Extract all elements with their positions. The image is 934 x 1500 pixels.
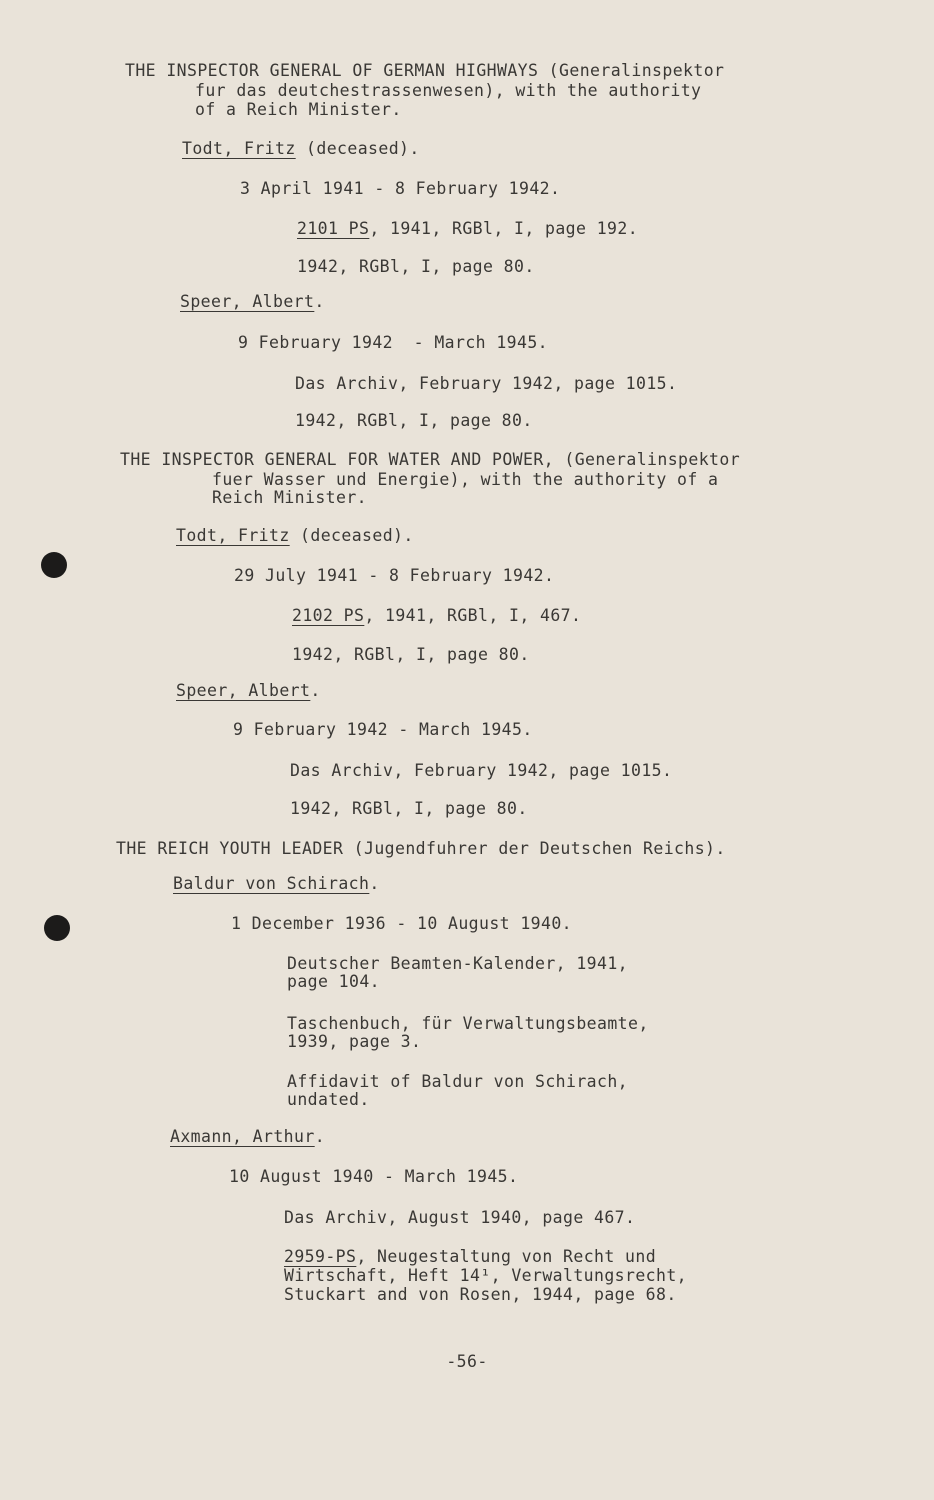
- person-entry: [173, 875, 380, 893]
- section-heading-line: fur das deutchestrassenwesen), with the authority: [195, 81, 702, 100]
- source-reference: undated.: [287, 1090, 370, 1109]
- person-name: Axmann, Arthur: [170, 1127, 315, 1146]
- source-reference: 1942, RGBl, I, page 80.: [290, 799, 528, 818]
- term-period: 1 December 1936 - 10 August 1940.: [231, 914, 573, 933]
- punch-hole: [41, 552, 67, 578]
- source-reference: 1942, RGBl, I, page 80.: [295, 411, 533, 430]
- person-note: .: [314, 1127, 326, 1146]
- source-reference: 1942, RGBl, I, page 80.: [292, 645, 530, 664]
- person-entry: [182, 140, 420, 158]
- document-number: 2959-PS: [284, 1247, 357, 1266]
- term-period: 29 July 1941 - 8 February 1942.: [234, 566, 555, 585]
- person-note: (deceased).: [295, 139, 420, 158]
- person-name: Todt, Fritz: [176, 526, 290, 545]
- person-entry: [180, 293, 325, 311]
- section-heading-line: THE INSPECTOR GENERAL OF GERMAN HIGHWAYS (Generalinspektor: [125, 61, 725, 80]
- person-entry: [176, 527, 414, 545]
- source-reference: 1939, page 3.: [287, 1032, 422, 1051]
- source-reference: Affidavit of Baldur von Schirach,: [287, 1072, 629, 1091]
- reference-text: , 1941, RGBl, I, page 192.: [369, 219, 639, 238]
- source-reference: [284, 1248, 656, 1266]
- page-number: -56-: [446, 1352, 488, 1371]
- source-reference: [297, 220, 638, 238]
- person-name: Speer, Albert: [180, 292, 315, 311]
- punch-hole: [44, 915, 70, 941]
- source-reference: Stuckart and von Rosen, 1944, page 68.: [284, 1285, 677, 1304]
- source-reference: 1942, RGBl, I, page 80.: [297, 257, 535, 276]
- source-reference: Das Archiv, February 1942, page 1015.: [290, 761, 673, 780]
- person-note: .: [369, 874, 380, 893]
- person-entry: [170, 1128, 325, 1146]
- source-reference: Das Archiv, August 1940, page 467.: [284, 1208, 636, 1227]
- person-note: .: [314, 292, 325, 311]
- section-heading-line: fuer Wasser und Energie), with the authority of a: [212, 470, 719, 489]
- section-heading-line: THE REICH YOUTH LEADER (Jugendfuhrer der Deutschen Reichs).: [116, 839, 726, 858]
- source-reference: Das Archiv, February 1942, page 1015.: [295, 374, 678, 393]
- section-heading-line: THE INSPECTOR GENERAL FOR WATER AND POWER, (Generalinspektor: [120, 450, 741, 469]
- section-heading-line: of a Reich Minister.: [195, 100, 402, 119]
- source-reference: page 104.: [287, 972, 381, 991]
- term-period: 9 February 1942 - March 1945.: [238, 333, 549, 352]
- term-period: 10 August 1940 - March 1945.: [229, 1167, 519, 1186]
- document-number: 2101 PS: [297, 219, 370, 238]
- person-name: Todt, Fritz: [182, 139, 296, 158]
- term-period: 9 February 1942 - March 1945.: [233, 720, 533, 739]
- reference-text: , 1941, RGBl, I, 467.: [364, 606, 582, 625]
- person-name: Baldur von Schirach: [173, 874, 370, 893]
- source-reference: Deutscher Beamten-Kalender, 1941,: [287, 954, 629, 973]
- person-name: Speer, Albert: [176, 681, 311, 700]
- person-note: (deceased).: [289, 526, 414, 545]
- document-number: 2102 PS: [292, 606, 365, 625]
- source-reference: Taschenbuch, für Verwaltungsbeamte,: [287, 1014, 649, 1033]
- source-reference: [292, 607, 581, 625]
- reference-text: , Neugestaltung von Recht und: [356, 1247, 657, 1266]
- source-reference: Wirtschaft, Heft 14¹, Verwaltungsrecht,: [284, 1266, 688, 1285]
- term-period: 3 April 1941 - 8 February 1942.: [240, 179, 561, 198]
- person-note: .: [310, 681, 321, 700]
- person-entry: [176, 682, 321, 700]
- section-heading-line: Reich Minister.: [212, 488, 368, 507]
